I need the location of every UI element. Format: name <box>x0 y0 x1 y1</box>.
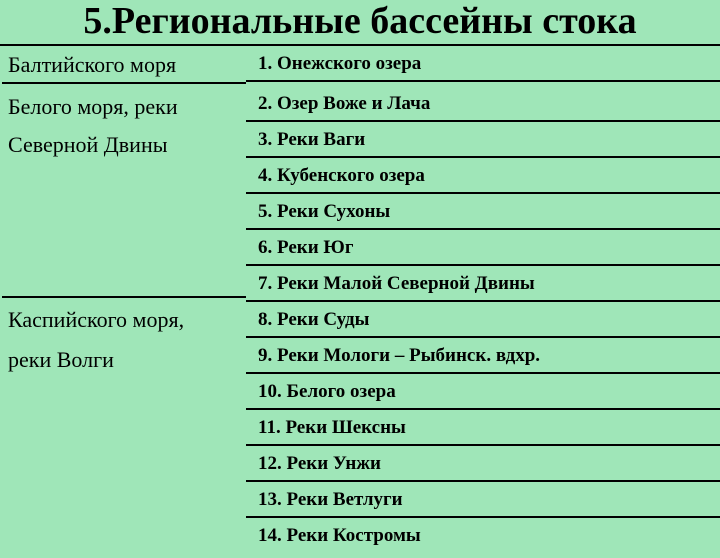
basin-label <box>2 298 246 380</box>
slide-title: 5.Региональные бассейны стока <box>83 0 637 42</box>
basins-table <box>0 44 720 556</box>
region-row: 6. Реки Юг <box>246 230 720 266</box>
region-row: 11. Реки Шексны <box>246 410 720 446</box>
basin-label-line: Белого моря, реки <box>8 94 178 119</box>
region-row: 10. Белого озера <box>246 374 720 410</box>
region-row: 4. Кубенского озера <box>246 158 720 194</box>
basin-white-sea <box>2 84 246 298</box>
basin-label: Балтийского моря <box>8 52 177 77</box>
region-row: 2. Озер Воже и Лача <box>246 86 720 122</box>
region-row: 14. Реки Костромы <box>258 525 421 546</box>
region-row: 1. Онежского озера <box>246 46 720 82</box>
basin-baltic <box>2 46 246 84</box>
basin-label-line: Северной Двины <box>8 132 168 157</box>
region-row: 8. Реки Суды <box>246 302 720 338</box>
basin-caspian <box>2 298 246 558</box>
region-row: 13. Реки Ветлуги <box>246 482 720 518</box>
basin-label-line: Каспийского моря, <box>8 307 185 332</box>
region-row: 9. Реки Мологи – Рыбинск. вдхр. <box>246 338 720 374</box>
basin-label <box>2 84 246 164</box>
region-row: 7. Реки Малой Северной Двины <box>246 266 720 302</box>
region-row: 3. Реки Ваги <box>246 122 720 158</box>
region-row: 12. Реки Унжи <box>246 446 720 482</box>
basin-label-line: реки Волги <box>8 347 114 372</box>
region-row: 5. Реки Сухоны <box>246 194 720 230</box>
